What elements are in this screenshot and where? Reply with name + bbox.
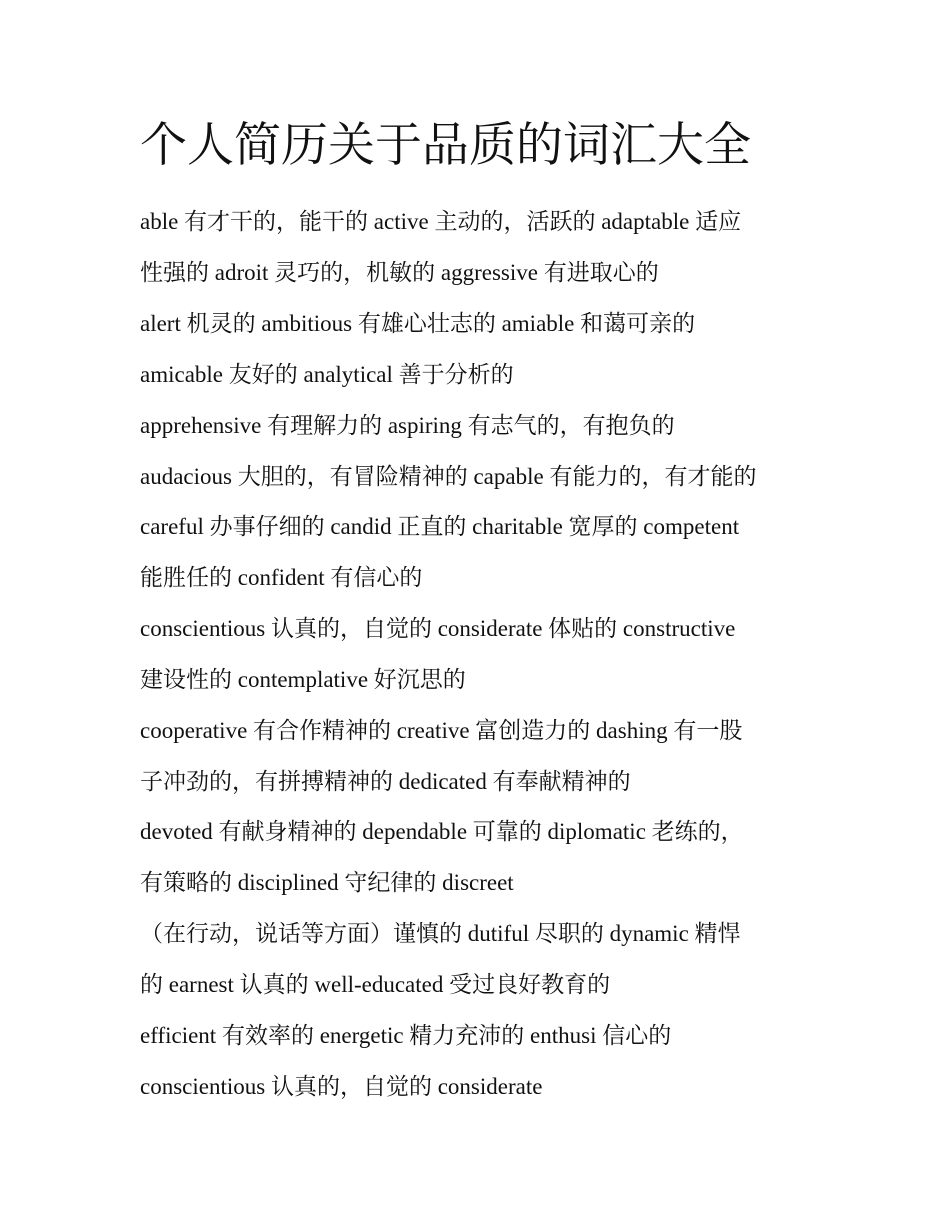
body-line: audacious 大胆的，有冒险精神的 capable 有能力的，有才能的 xyxy=(140,464,757,489)
document-title: 个人简历关于品质的词汇大全 xyxy=(140,118,751,173)
body-line: cooperative 有合作精神的 creative 富创造力的 dashing 有一股 xyxy=(140,718,743,743)
body-line: 建设性的 contemplative 好沉思的 xyxy=(140,667,466,692)
body-line: devoted 有献身精神的 dependable 可靠的 diplomatic 老练的， xyxy=(140,819,744,844)
body-line: （在行动，说话等方面）谨慎的 dutiful 尽职的 dynamic 精悍 xyxy=(140,921,741,946)
body-line: conscientious 认真的，自觉的 considerate xyxy=(140,1074,543,1099)
body-line: apprehensive 有理解力的 aspiring 有志气的，有抱负的 xyxy=(140,413,675,438)
body-line: amicable 友好的 analytical 善于分析的 xyxy=(140,362,514,387)
body-line: efficient 有效率的 energetic 精力充沛的 enthusi 信心的 xyxy=(140,1023,672,1048)
body-line: able 有才干的，能干的 active 主动的，活跃的 adaptable 适应 xyxy=(140,209,742,234)
body-line: 子冲劲的，有拼搏精神的 dedicated 有奉献精神的 xyxy=(140,769,631,794)
body-line: 有策略的 disciplined 守纪律的 discreet xyxy=(140,870,514,895)
body-line: 性强的 adroit 灵巧的，机敏的 aggressive 有进取心的 xyxy=(140,260,659,285)
body-line: 能胜任的 confident 有信心的 xyxy=(140,565,423,590)
body-line: alert 机灵的 ambitious 有雄心壮志的 amiable 和蔼可亲的 xyxy=(140,311,696,336)
body-line: 的 earnest 认真的 well-educated 受过良好教育的 xyxy=(140,972,611,997)
body-line: careful 办事仔细的 candid 正直的 charitable 宽厚的 competent xyxy=(140,514,740,539)
body-line: conscientious 认真的，自觉的 considerate 体贴的 constructive xyxy=(140,616,736,641)
